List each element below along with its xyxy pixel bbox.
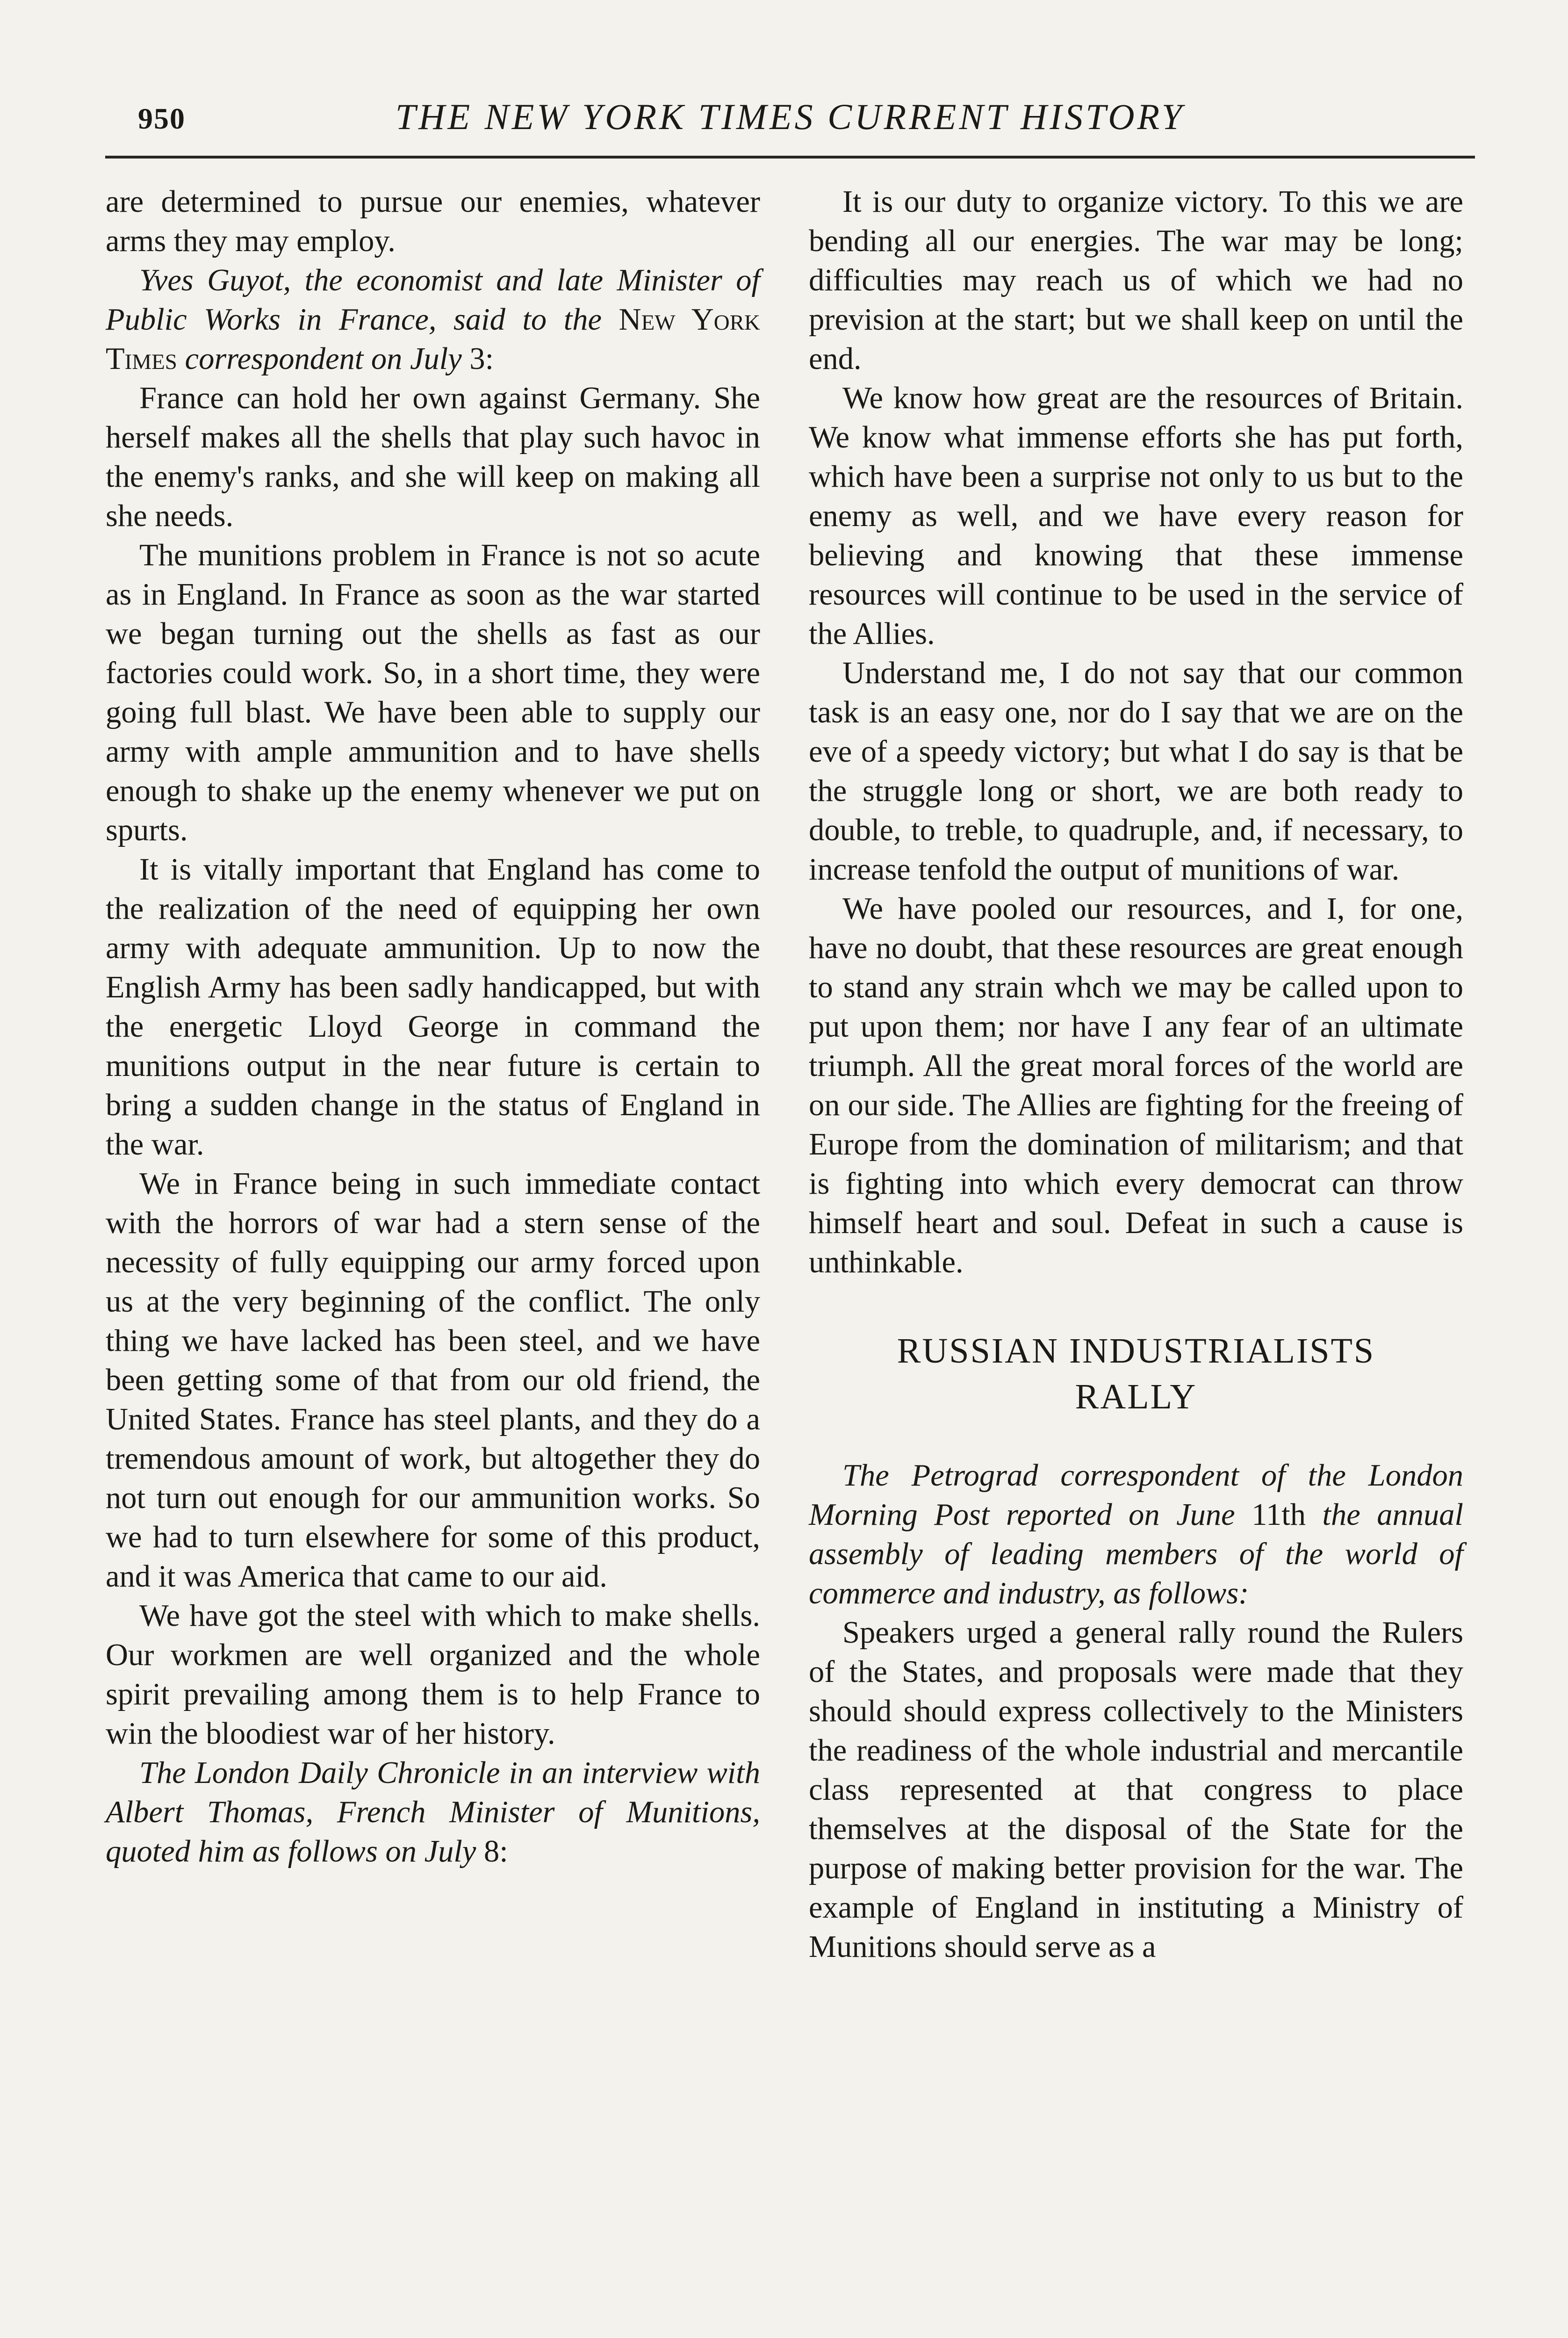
guyot-intro-newspaper: New York Times xyxy=(106,303,760,376)
petrograd-intro-text-2: the annual assembly of leading members of the world of commerce and industry, as follows: xyxy=(809,1498,1463,1610)
body-paragraph: We in France being in such immediate contact with the horrors of war had a stern sense of the necessity of fully equipping our army forced upon us at the very beginning of the conflict. The only thing we have lacked has been steel, and we have been getting some of that from our old friend, the United States. France has steel plants, and they do a tremendous amount of work, but altogether they do not turn out enough for our ammunition works. So we had to turn elsewhere for some of this product, and it was America that came to our aid. xyxy=(106,1167,760,1594)
body-paragraph: Speakers urged a general rally round the Rulers of the States, and proposals were made that they should should express collectively to the Ministers the readiness of the whole industrial and mercantile class represented at that congress to place themselves at the disposal of the State for the purpose of making better provision for the war. The example of England in instituting a Ministry of Munitions should serve as a xyxy=(809,1616,1463,1964)
page-number: 950 xyxy=(138,102,186,135)
section-heading-line: RALLY xyxy=(1075,1377,1197,1416)
guyot-intro-text: Yves Guyot, the economist and late Minister of Public Works in France, said to the xyxy=(106,263,760,337)
thomas-intro xyxy=(106,1754,760,1871)
page-header xyxy=(103,96,1477,147)
body-paragraph: The munitions problem in France is not so acute as in England. In France as soon as the war started we began turning out the shells as fast as our factories could work. So, in a short time, they were going full blast. We have been able to supply our army with ample ammunition and to have shells enough to shake up the enemy whenever we put on spurts. xyxy=(106,538,760,847)
thomas-intro-date: 8: xyxy=(484,1834,508,1869)
petrograd-intro-text: The Petrograd correspondent of the London Morning Post reported on June xyxy=(809,1458,1463,1532)
left-column xyxy=(106,182,760,1871)
running-title: THE NEW YORK TIMES CURRENT HISTORY xyxy=(395,96,1185,137)
body-paragraph: It is vitally important that England has come to the realization of the need of equipping her own army with adequate ammunition. Up to now the English Army has been sadly handicapped, but with the energetic Lloyd George in command the munitions output in the near future is certain to bring a sudden change in the status of England in the war. xyxy=(106,852,760,1162)
continued-paragraph: are determined to pursue our enemies, whatever arms they may employ. xyxy=(106,185,760,258)
petrograd-intro xyxy=(809,1456,1463,1613)
guyot-intro xyxy=(106,261,760,379)
body-paragraph: France can hold her own against Germany. She herself makes all the shells that play such havoc in the enemy's ranks, and she will keep on making all she needs. xyxy=(106,381,760,533)
section-heading-line: RUSSIAN INDUSTRIALISTS xyxy=(897,1331,1375,1371)
body-paragraph: Understand me, I do not say that our common task is an easy one, nor do I say that we are on the eve of a speedy victory; but what I do say is that be the struggle long or short, we are both ready to double, to treble, to quadruple, and, if necessary, to increase tenfold the output of munitions of war. xyxy=(809,656,1463,887)
body-paragraph: We know how great are the resources of Britain. We know what immense efforts she has put forth, which have been a surprise not only to us but to the enemy as well, and we have every reason for believing and knowing that these immense resources will continue to be used in the service of the Allies. xyxy=(809,381,1463,651)
guyot-intro-date: 3: xyxy=(469,342,494,376)
petrograd-intro-date: 11th xyxy=(1252,1498,1306,1532)
section-heading xyxy=(809,1328,1463,1420)
body-paragraph: It is our duty to organize victory. To this we are bending all our energies. The war may be long; difficulties may reach us of which we had no prevision at the start; but we shall keep on until the end. xyxy=(809,185,1463,376)
thomas-intro-text: The London Daily Chronicle in an interview with Albert Thomas, French Minister of Munitions, quoted him as follows on July xyxy=(106,1756,760,1869)
header-rule xyxy=(105,156,1475,159)
body-paragraph: We have pooled our resources, and I, for one, have no doubt, that these resources are great enough to stand any strain whch we may be called upon to put upon them; nor have I any fear of an ultimate triumph. All the great moral forces of the world are on our side. The Allies are fighting for the freeing of Europe from the domination of militarism; and that is fighting into which every democrat can throw himself heart and soul. Defeat in such a cause is unthinkable. xyxy=(809,892,1463,1279)
right-column xyxy=(809,182,1463,1967)
body-paragraph: We have got the steel with which to make shells. Our workmen are well organized and the whole spirit prevailing among them is to help France to win the bloodiest war of her history. xyxy=(106,1599,760,1751)
guyot-intro-text-2: correspondent on July xyxy=(185,342,462,376)
